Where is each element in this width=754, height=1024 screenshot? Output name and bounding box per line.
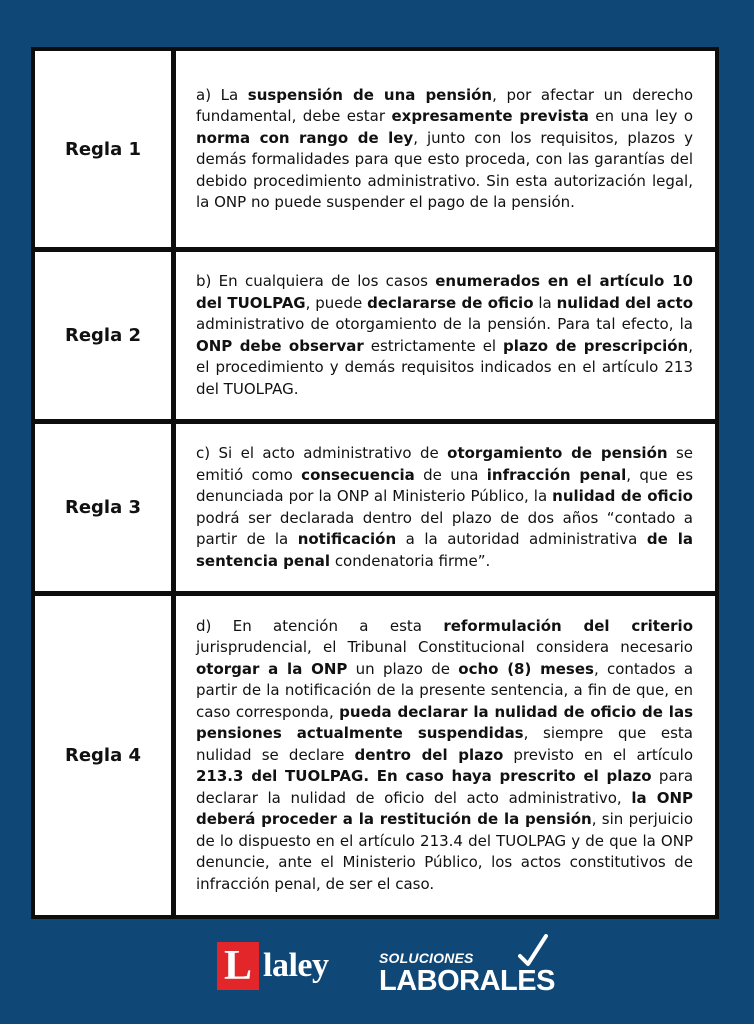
rule-text-bold: enumerados en el artículo 10 del TUOLPAG [196,272,693,312]
rule-text-segment: d) En atención a esta [196,616,444,635]
footer-logos [0,930,754,1000]
rule-text-bold: otorgamiento de pensión [447,444,668,462]
rule-text [196,271,693,400]
laley-logo-text: laley [263,947,329,984]
rule-label: Regla 1 [35,51,171,247]
rule-label: Regla 3 [35,424,171,591]
rule-text-bold: norma con rango de ley [196,128,414,147]
rule-text-segment: c) Si el acto administrativo de [196,444,448,462]
rule-text-cell [176,424,715,591]
rule-text-segment: b) En cualquiera de los casos [196,272,436,290]
rule-text-segment: un plazo de [347,659,459,678]
rule-text-bold: 213.3 del TUOLPAG. En caso haya prescrito el plazo [196,767,652,786]
rule-text-segment: condenatoria firme”. [330,551,491,570]
rule-text-segment: jurisprudencial, el Tribunal Constitucional considera necesario [196,638,693,657]
rule-row-4 [35,596,715,915]
rule-text-segment: previsto en el artículo [503,745,694,764]
rule-text [196,616,693,896]
rule-text-bold: dentro del plazo [354,745,504,764]
rule-row-1 [35,51,715,247]
rule-text-segment: , el procedimiento y demás requisitos indicados en el artículo 213 del TUOLPAG. [196,336,693,398]
rule-text-segment: podrá ser declarada dentro del plazo de dos años “contado a partir de la [196,508,693,548]
soluciones-logo-bottom: LABORALES [379,965,555,997]
rule-text-segment: , siempre que esta nulidad se declare [196,724,694,764]
rule-text-bold: nulidad de oficio [552,487,693,505]
rule-text [196,85,693,214]
rule-text [196,443,693,572]
rule-text-bold: nulidad del acto [556,293,693,312]
rule-text-segment: se emitió como [196,444,694,484]
rule-text-bold: notificación [297,530,397,548]
rule-text-segment: , por afectar un derecho fundamental, debe estar [196,85,693,125]
rule-text-segment: para declarar la nulidad de oficio del acto administrativo, [196,767,694,807]
rule-label: Regla 4 [35,596,171,915]
rule-row-3 [35,424,715,591]
rule-text-bold: expresamente prevista [391,107,589,125]
rule-text-segment: a la autoridad administrativa [396,530,647,548]
rule-text-segment: , sin perjuicio de lo dispuesto en el artículo 213.4 del TUOLPAG y de que la ONP denuncie, ante el Ministerio Público, los actos constitutivos de infracción penal, de ser el caso. [196,810,693,893]
laley-logo-letter: L [217,942,259,990]
rule-text-bold: declararse de oficio [367,293,534,312]
rules-table [31,47,719,919]
rule-text-bold: ONP debe observar [196,336,364,355]
rule-text-segment: administrativo de otorgamiento de la pensión. Para tal efecto, la [196,315,693,333]
rule-text-cell [176,596,715,915]
rule-text-bold: la ONP deberá proceder a la restitución de la pensión [196,788,693,829]
rule-text-cell [176,51,715,247]
rule-text-segment: estrictamente el [363,336,504,355]
rule-text-segment: , contados a partir de la notificación de la presente sentencia, a fin de que, en caso corresponda, [196,659,694,721]
rule-text-segment: la [533,293,557,312]
rule-text-bold: suspensión de una pensión [247,85,493,104]
rule-label: Regla 2 [35,252,171,419]
rule-text-segment: , junto con los requisitos, plazos y demás formalidades para que esto proceda, con las garantías del debido procedimiento administrativo. Sin esta autorización legal, la ONP no puede suspender el pago de la pensión. [196,128,693,211]
rule-text-bold: plazo de prescripción [503,336,689,355]
soluciones-laborales-logo [379,938,555,998]
checkmark-icon [518,934,548,968]
laley-logo [217,942,328,990]
rule-text-bold: otorgar a la ONP [196,659,348,678]
rule-text-bold: ocho (8) meses [458,659,594,678]
rule-row-2 [35,252,715,419]
rule-text-segment: , puede [305,293,368,312]
rule-text-bold: de la sentencia penal [196,530,694,570]
soluciones-logo-top: SOLUCIONES [379,950,474,966]
rule-text-segment: a) La [196,85,248,104]
rule-text-bold: consecuencia [301,465,415,484]
rule-text-bold: reformulación del criterio [443,616,693,635]
rule-text-bold: pueda declarar la nulidad de oficio de las pensiones actualmente suspendidas [196,702,693,743]
rule-text-cell [176,252,715,419]
rule-text-segment: de una [414,465,487,484]
rule-text-bold: infracción penal [486,465,627,484]
rule-text-segment: en una ley o [588,107,693,125]
rule-text-segment: , que es denunciada por la ONP al Ministerio Público, la [196,465,694,505]
